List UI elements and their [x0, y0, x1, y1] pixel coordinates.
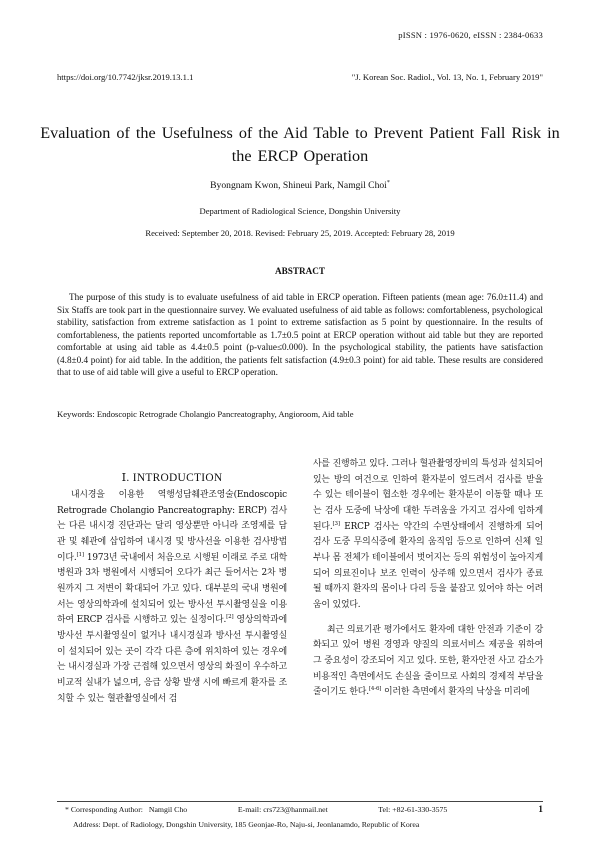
keywords: Keywords: Endoscopic Retrograde Cholangio Pancreatography, Angioroom, Aid table — [57, 409, 354, 419]
text-run: 이러한 측면에서 환자의 낙상을 미리에 — [381, 687, 530, 698]
submission-dates: Received: September 20, 2018. Revised: February 25, 2019. Accepted: February 28, 2019 — [145, 228, 455, 238]
text-run: ERCP 검사는 약간의 수면상태에서 진행하게 되어 검사 도중 무의식중에 환자의 움직임 등으로 인하여 신체 일부나 몸 전체가 테이블에서 벗어지는 등의 위험성이 높아지게 되어 의료진이나 보조 인력이 상주해 있으면서 검사가 종료 될 때까지 환자의 몸이나 다리 등을 붙잡고 있어야 하는 어려움이 있었다. — [313, 521, 543, 610]
citation-ref[interactable]: [3] — [332, 520, 340, 527]
paper-title: Evaluation of the Usefulness of the Aid Table to Prevent Patient Fall Risk in the ERCP Operation — [40, 124, 560, 165]
body-paragraph — [313, 457, 543, 614]
abstract-text: The purpose of this study is to evaluate usefulness of aid table in ERCP operation. Fifteen patients (mean age: 76.0±11.4) and Six Staffs are took part in the questionnaire survey. We evaluated usefulness of aid table as follows: comfortableness, psychological stability, satisfaction from extreme satisfaction as 1 point to extreme satisfaction as 5 point by questionnaire. In the results of comfortableness, the patients reported uncomfortable as 1.7±0.5 point at ERCP operation without aid table but they are reported comfortable at using aid table as 4.4±0.5 point (p-value≤0.000). In the psychological stability, the patients have satisfaction (4.8±0.4 point) for aid table. In the addition, the patients felt satisfaction (4.9±0.3 point) for aid table. These results are considered that to use of aid table will give a useful to ERCP operation. — [57, 292, 543, 378]
author-names: Byongnam Kwon, Shineui Park, Namgil Choi — [210, 180, 387, 192]
citation-ref[interactable]: [1] — [76, 551, 84, 558]
body-paragraph — [57, 488, 287, 707]
issn-line: pISSN : 1976-0620, eISSN : 2384-0633 — [398, 30, 543, 40]
text-run: 최근 의료기관 평가에서도 환자에 대한 안전과 기준이 강화되고 있어 병원 경영과 양질의 의료서비스 제공을 위하여 그 중요성이 강조되어 지고 있다. 또한, 환자안전 사고 감소가 비용적인 측면에서도 손실을 줄이므로 사회의 경제적 부담을 줄이기도 한다. — [313, 624, 543, 698]
citation-ref[interactable]: [4-6] — [368, 686, 382, 693]
footnote-divider — [57, 801, 543, 802]
text-run: 내시경을 이용한 역행성담췌관조영술(Endoscopic Retrograde Cholangio Pancreatography: ERCP) 검사는 다른 내시경 진단과는 달리 영상뿐만 아니라 조영제를 담관 및 췌관에 삽입하여 내시경 및 방사선을 이용한 검사방법이다. — [57, 490, 287, 563]
journal-citation: "J. Korean Soc. Radiol., Vol. 13, No. 1, February 2019" — [351, 72, 543, 82]
doi-link[interactable]: https://doi.org/10.7742/jksr.2019.13.1.1 — [57, 72, 194, 82]
body-column-left — [57, 488, 287, 707]
email-address[interactable]: E-mail: crs723@hanmail.net — [237, 805, 328, 814]
phone-number: Tel: +82-61-330-3575 — [378, 805, 448, 814]
section-heading-introduction: Ⅰ. INTRODUCTION — [121, 472, 223, 484]
text-run: 사를 진행하고 있다. 그러나 혈관촬영장비의 특성과 설치되어 있는 방의 여건으로 인하여 환자분이 엎드려서 검사를 받을 수 있는 테이블이 협소한 경우에는 환자분이 이동할 때나 또는 검사 도중에 낙상에 대한 두려움을 가지고 검사에 임하게 된다. — [313, 459, 543, 532]
affiliation: Department of Radiological Science, Dongshin University — [199, 206, 401, 216]
corresponding-mark: * — [386, 180, 390, 186]
corresponding-name: Namgil Cho — [148, 805, 188, 814]
corresponding-author-info — [65, 805, 447, 814]
author-list — [0, 180, 600, 191]
page-number: 1 — [538, 805, 543, 815]
footnote-label: * Corresponding Author: — [65, 805, 143, 814]
author-address: Address: Dept. of Radiology, Dongshin University, 185 Geonjae-Ro, Naju-si, Jeonlanamdo, Republic of Korea — [73, 820, 420, 829]
abstract-heading: ABSTRACT — [274, 266, 326, 276]
body-paragraph — [313, 623, 543, 701]
text-run: 1973년 국내에서 처음으로 시행된 이래로 주로 대학병원과 3차 병원에서 시행되어 오다가 최근 들어서는 2차 병원까지 그 저변이 확대되어 가고 있다. 대부분의 국내 병원에서는 영상의학과에 설치되어 있는 방사선 투시촬영실을 이용하여 ERCP 검사를 시행하고 있는 실정이다. — [57, 552, 287, 626]
body-column-right — [313, 457, 543, 701]
text-run: 영상의학과에 방사선 투시촬영실이 없거나 내시경실과 방사선 투시촬영실이 설치되어 있는 곳이 각각 다른 층에 위치하여 있는 경우에는 내시경실과 가장 근접해 있으면서 영상의 화질이 우수하고 비교적 실내가 넓으며, 응급 상황 발생 시에 빠르게 환자를 조치할 수 있는 혈관촬영실에서 검 — [57, 615, 287, 704]
citation-ref[interactable]: [2] — [226, 614, 234, 621]
